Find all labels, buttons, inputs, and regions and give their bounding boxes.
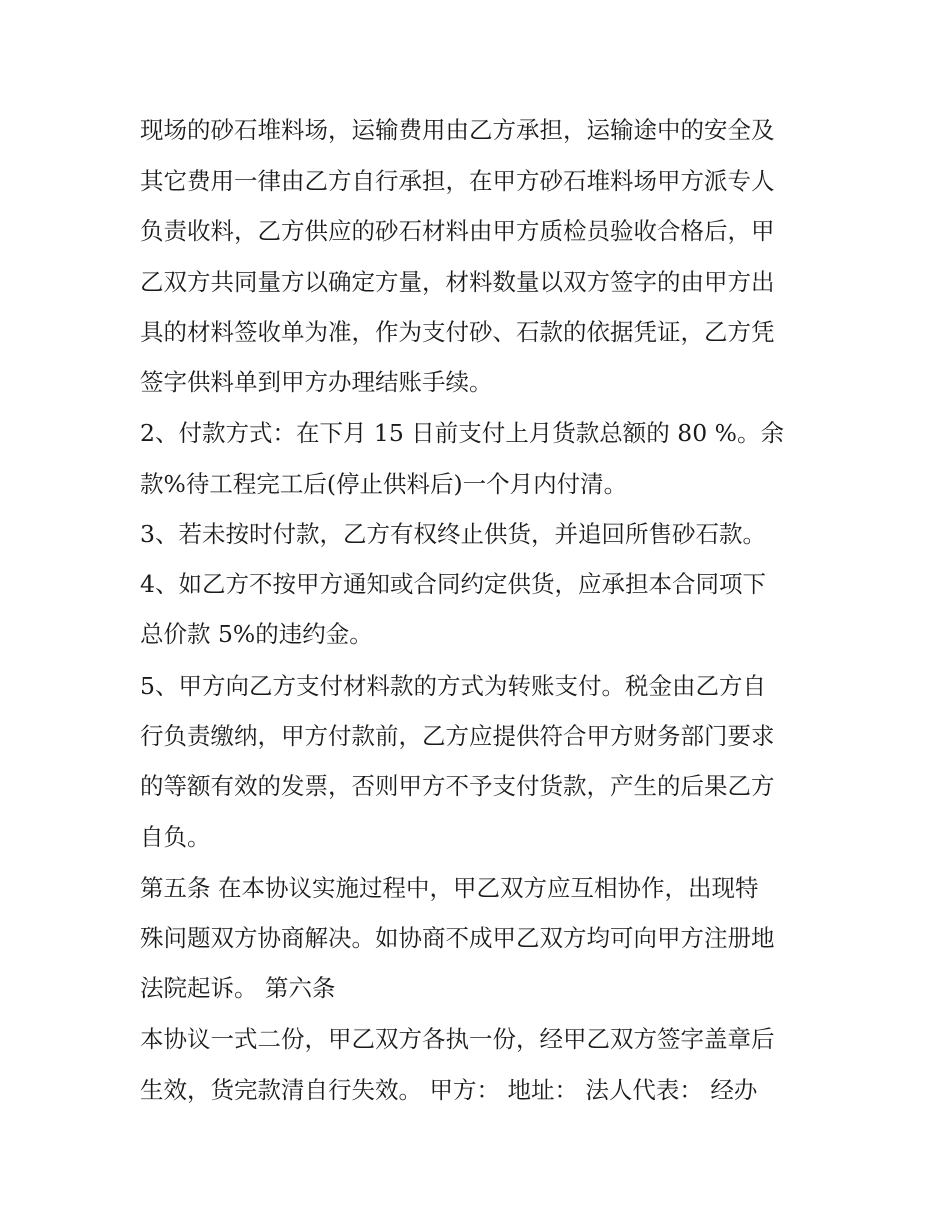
text-line-14: 的等额有效的发票，否则甲方不予支付货款，产生的后果乙方 [140, 772, 775, 800]
text-line-10: 4、如乙方不按甲方通知或合同约定供货，应承担本合同项下 [140, 570, 766, 598]
text-line-18: 法院起诉。 第六条 [140, 974, 336, 1002]
text-line-12: 5、甲方向乙方支付材料款的方式为转账支付。税金由乙方自 [140, 672, 766, 700]
text-line-5: 具的材料签收单为准，作为支付砂、石款的依据凭证，乙方凭 [140, 318, 775, 346]
text-line-20: 生效，货完款清自行失效。 甲方： 地址： 法人代表： 经办 [140, 1076, 758, 1104]
text-line-7: 2、付款方式：在下月 15 日前支付上月货款总额的 80 %。余 [140, 419, 784, 447]
text-line-3: 负责收料，乙方供应的砂石材料由甲方质检员验收合格后，甲 [140, 217, 775, 245]
text-line-1: 现场的砂石堆料场，运输费用由乙方承担，运输途中的安全及 [140, 116, 775, 144]
text-line-13: 行负责缴纳，甲方付款前，乙方应提供符合甲方财务部门要求 [140, 722, 775, 750]
text-line-4: 乙双方共同量方以确定方量，材料数量以双方签字的由甲方出 [140, 268, 775, 296]
text-line-9: 3、若未按时付款，乙方有权终止供货，并追回所售砂石款。 [140, 520, 766, 548]
text-line-16: 第五条 在本协议实施过程中，甲乙双方应互相协作，出现特 [140, 874, 759, 902]
text-line-8: 款%待工程完工后(停止供料后)一个月内付清。 [140, 470, 628, 498]
text-line-17: 殊问题双方协商解决。如协商不成甲乙双方均可向甲方注册地 [140, 924, 775, 952]
text-line-11: 总价款 5%的违约金。 [140, 620, 373, 648]
text-line-19: 本协议一式二份，甲乙双方各执一份，经甲乙双方签字盖章后 [140, 1025, 775, 1053]
text-line-15: 自负。 [140, 823, 211, 851]
text-line-2: 其它费用一律由乙方自行承担，在甲方砂石堆料场甲方派专人 [140, 167, 775, 195]
text-line-6: 签字供料单到甲方办理结账手续。 [140, 368, 493, 396]
